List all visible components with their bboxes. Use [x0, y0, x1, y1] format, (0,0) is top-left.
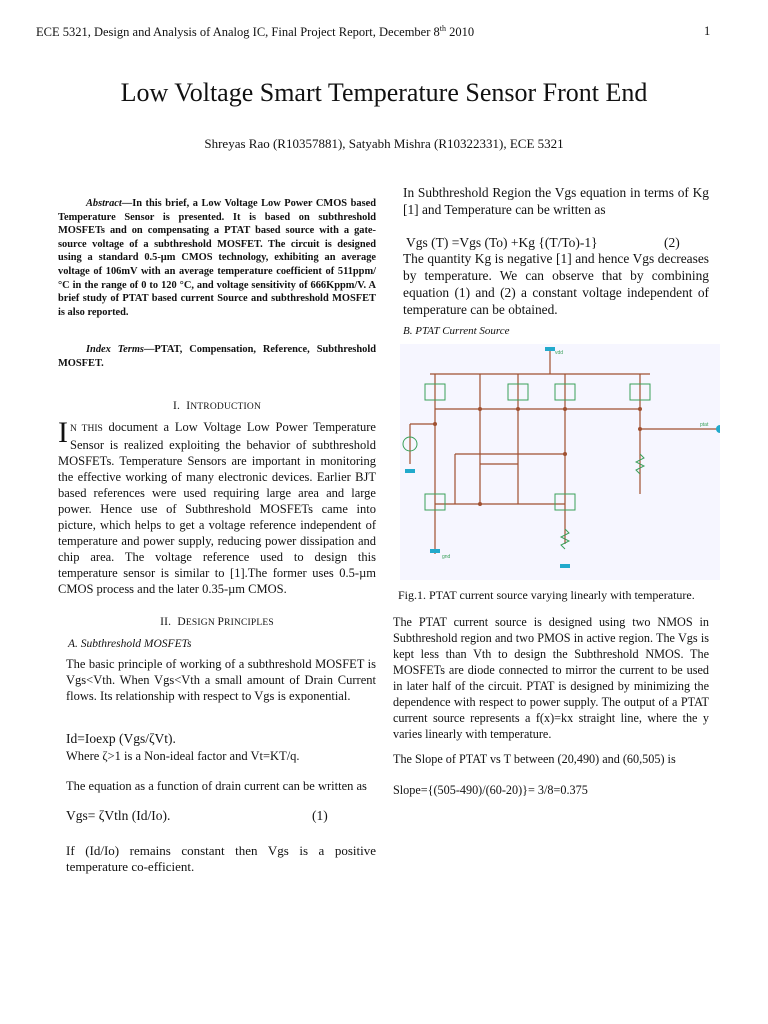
slope-equation: Slope={(505-490)/(60-20)}= 3/8=0.375: [393, 783, 588, 797]
index-terms: Index Terms—PTAT, Compensation, Reference, Subthreshold MOSFET.: [58, 344, 376, 369]
right-paragraph-2: The quantity Kg is negative [1] and hence Vgs decreases by temperature. We can observe that by combining equation (1) and (2) a constant voltage independent of temperature can be obtained.: [403, 251, 709, 317]
abstract: Abstract—In this brief, a Low Voltage Low Power CMOS based Temperature Sensor is presented. It is based on subthreshold MOSFETs and on compensating a PTAT based source with a gate-source voltage of a subthreshold MOSFET. The circuit is designed using a standard 0.5-µm CMOS technology, exhibiting an average voltage of 106mV with an average temperature coefficient of 511ppm/°C in the range of 0 to 120 °C, and voltage sensitivity of 666Kppm/V. A brief study of PTAT based current Source and subthreshold MOSFET is also reported.: [58, 198, 376, 318]
design-paragraph-2: The equation as a function of drain current can be written as: [66, 779, 367, 793]
ptat-output-label: ptat: [700, 422, 709, 428]
equation-id: Id=Ioexp (Vgs/ζVt).: [66, 731, 176, 746]
equation-1-number: (1): [312, 808, 328, 823]
slope-intro: The Slope of PTAT vs T between (20,490) and (60,505) is: [393, 752, 676, 766]
right-paragraph-3: The PTAT current source is designed using two NMOS in Subthreshold region and two PMOS in active region. The Vgs is kept less than Vth to design the Subthreshold NMOS. The MOSFETs are diode connected to mirror the current to be used in later half of the circuit. PTAT is designed by minimizing the dependence with respect to power supply. The output of a PTAT current source represents a f(x)=kx straight line, where the y varies linearly with temperature.: [393, 615, 709, 741]
vdd-label: vdd: [555, 350, 564, 356]
equation-2: Vgs (T) =Vgs (To) +Kg {(T/To)-1}: [406, 235, 598, 250]
design-paragraph-1: The basic principle of working of a subthreshold MOSFET is Vgs<Vth. When Vgs<Vth a small amount of Drain Current flows. Its relationship with respect to Vgs is exponential.: [66, 657, 376, 703]
schematic-wires: [410, 349, 720, 554]
paper-title: Low Voltage Smart Temperature Sensor Front End: [120, 78, 648, 107]
ptat-schematic-figure: [400, 344, 720, 580]
right-paragraph-1: In Subthreshold Region the Vgs equation in terms of Kg [1] and Temperature can be written as: [403, 185, 709, 217]
design-paragraph-3: If (Id/Io) remains constant then Vgs is a positive temperature co-efficient.: [66, 843, 376, 874]
where-line: Where ζ>1 is a Non-ideal factor and Vt=KT/q.: [66, 749, 300, 763]
section-heading-design-principles: II. DESIGN PRINCIPLES: [160, 616, 274, 628]
equation-2-number: (2): [664, 235, 680, 250]
authors: Shreyas Rao (R10357881), Satyabh Mishra (R10322331), ECE 5321: [204, 136, 564, 151]
running-header: ECE 5321, Design and Analysis of Analog IC, Final Project Report, December 8th 2010: [36, 24, 475, 40]
page-number: 1: [704, 24, 711, 38]
section-heading-introduction: I. INTRODUCTION: [172, 400, 262, 412]
subsection-heading-ptat: B. PTAT Current Source: [403, 325, 510, 337]
schematic-terminals: [405, 347, 720, 568]
intro-paragraph: I N THIS document a Low Voltage Low Power Temperature Sensor is realized exploiting the behavior of subthreshold MOSFETs. Temperature Sensors are important in monitoring the effective working of many electronic devices. Earlier BJT based references were used requiring large area and large power. Hence use of Subthreshold MOSFETs came into picture, which helps to get a voltage reference independent of temperature and power supply, reducing power dissipation and chip area. The voltage reference used to design this temperature sensor is similar to [1].The former uses 0.5-µm CMOS process and the later 0.35-µm CMOS.: [58, 416, 376, 596]
subsection-heading-subthreshold: A. Subthreshold MOSFETs: [68, 638, 192, 650]
figure-caption: Fig.1. PTAT current source varying linearly with temperature.: [398, 588, 695, 602]
equation-1: Vgs= ζVtln (Id/Io).: [66, 808, 171, 823]
drop-cap: I: [58, 416, 68, 449]
schematic-svg: [400, 344, 720, 580]
schematic-nodes: [433, 407, 642, 506]
gnd-label: gnd: [442, 554, 451, 560]
